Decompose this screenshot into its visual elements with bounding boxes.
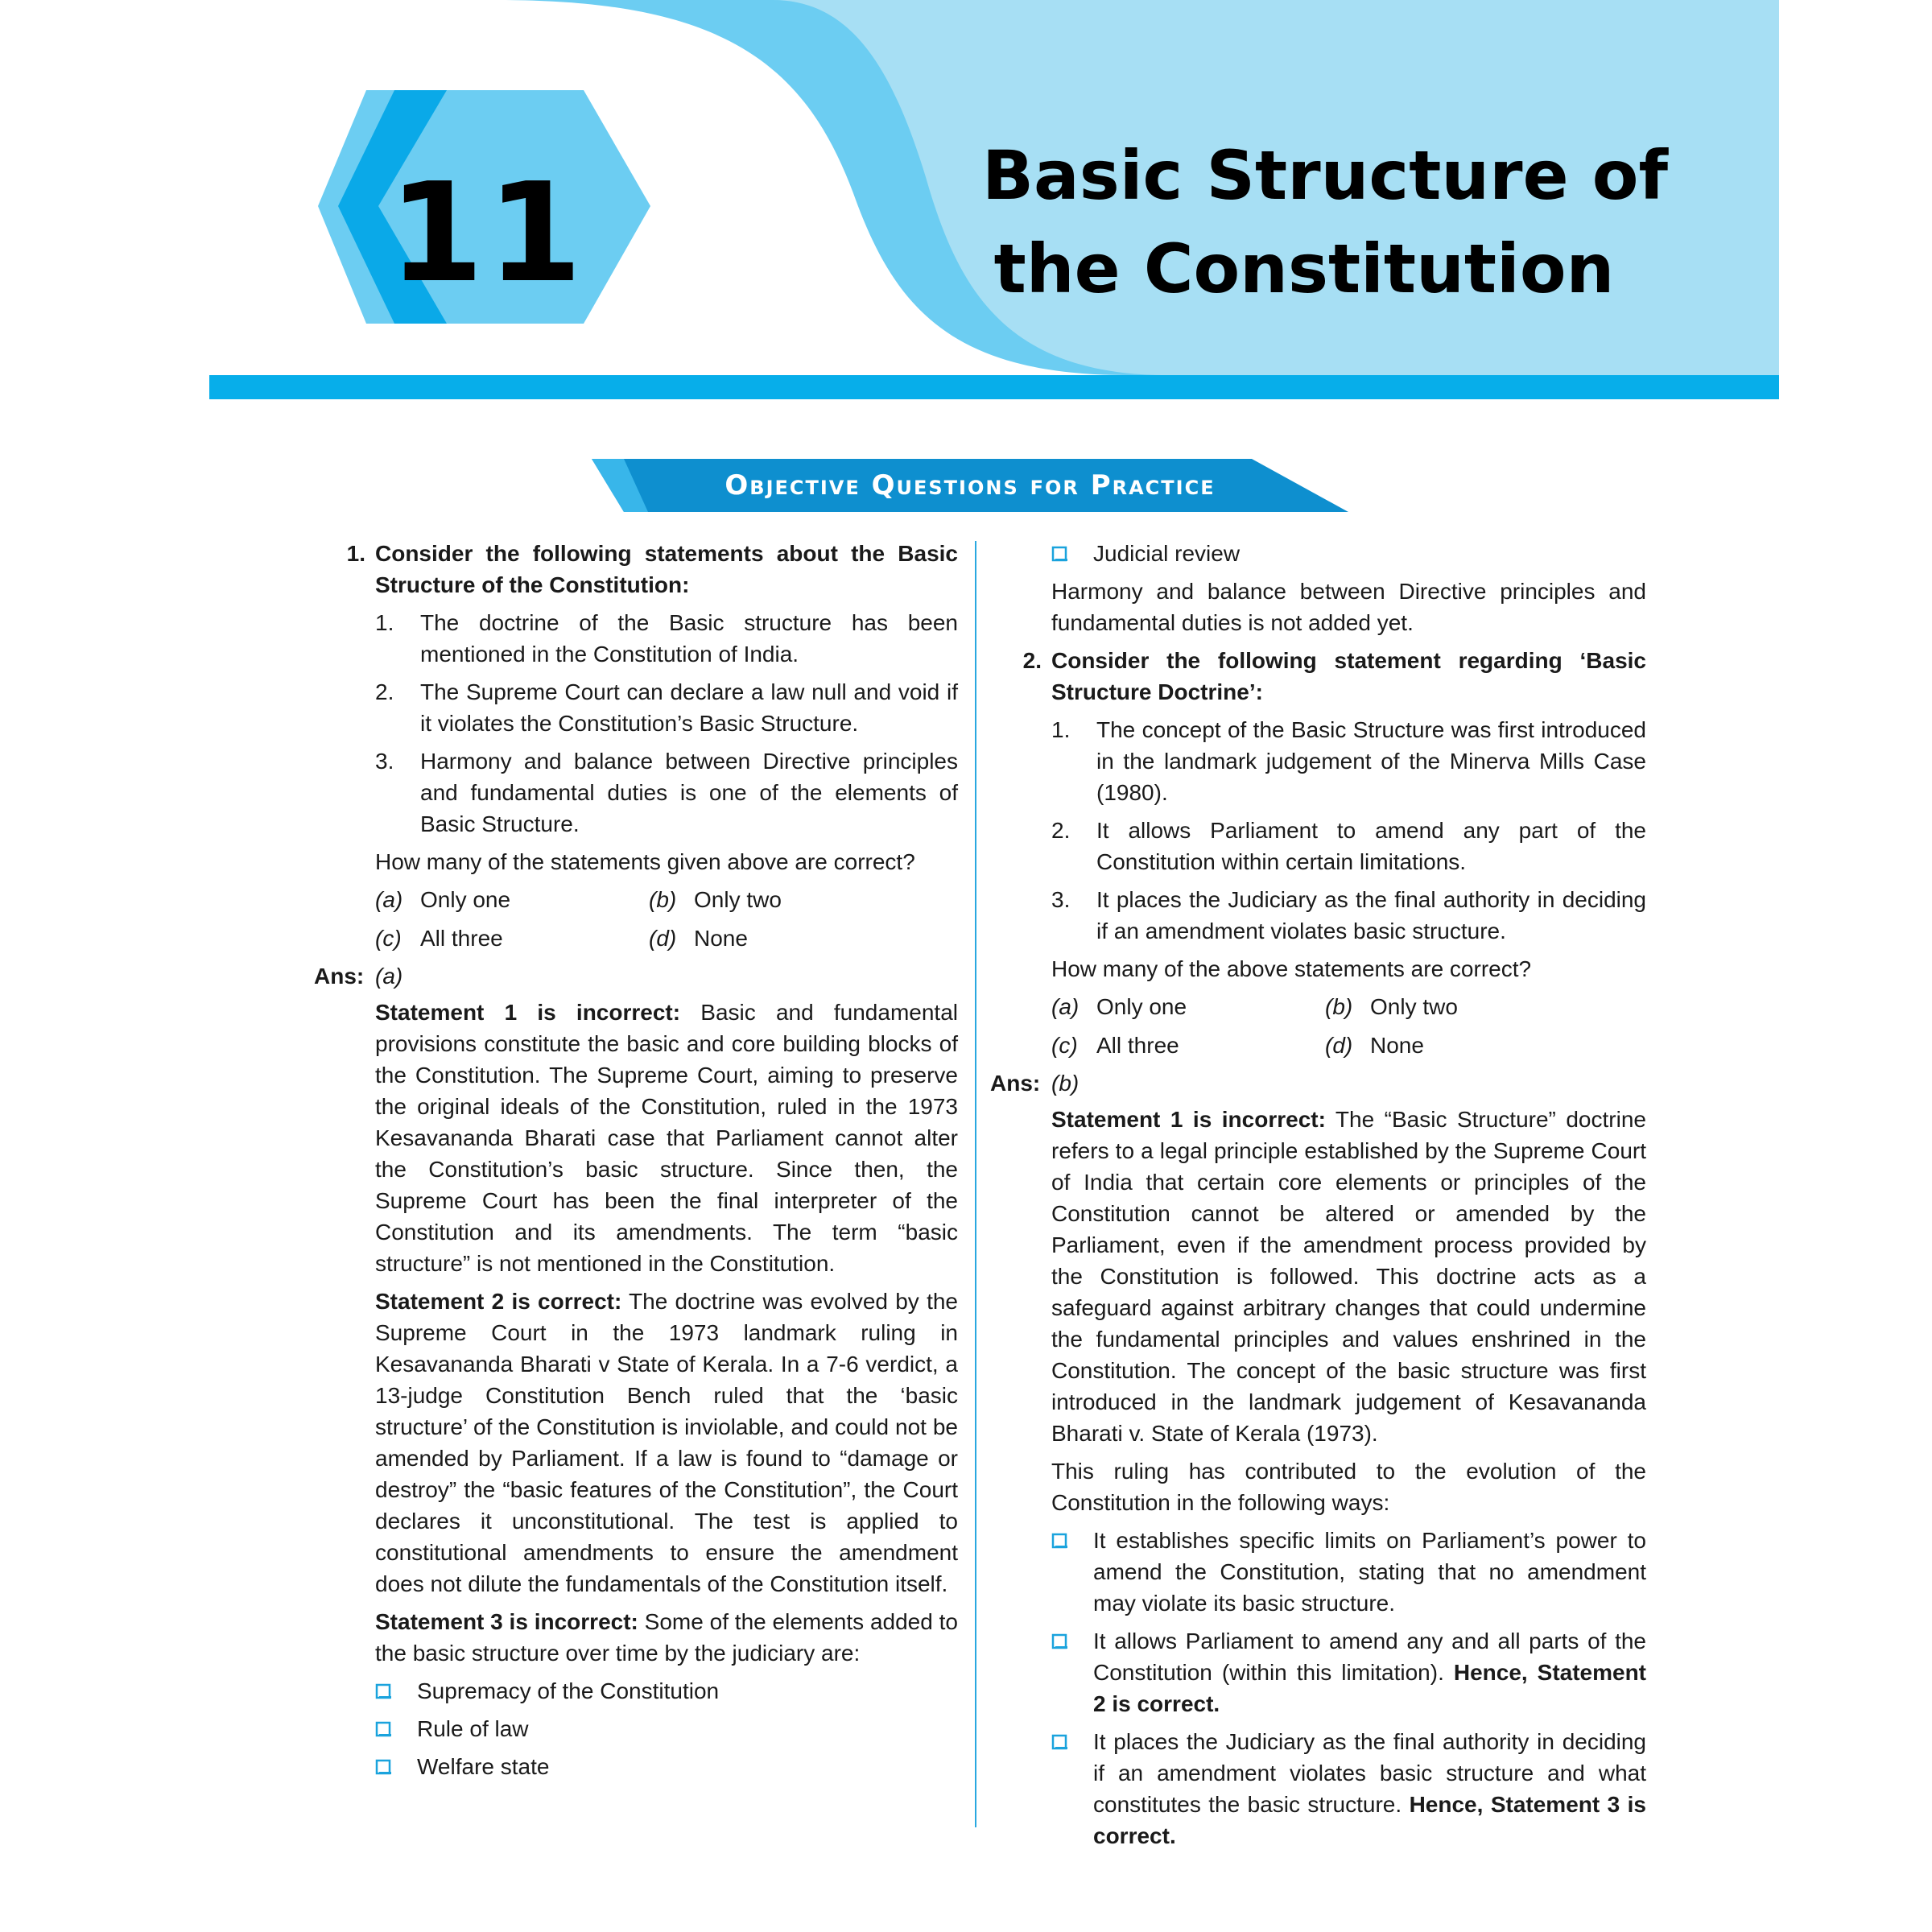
option-text: Only one: [420, 887, 511, 912]
list-item-text: [1093, 1726, 1646, 1852]
list-item: [1051, 1625, 1646, 1719]
option-text: Only two: [1370, 994, 1458, 1019]
right-column: [990, 538, 1646, 1858]
section-banner: [592, 459, 1348, 512]
statement-number: 3.: [375, 749, 394, 774]
checkbox-square-icon: [375, 1713, 417, 1744]
question-prompt: How many of the statements given above are correct?: [375, 849, 915, 874]
explanation-heading: Statement 1 is incorrect:: [1051, 1107, 1326, 1132]
answer-options: [1051, 991, 1646, 1061]
answer-label: Ans:: [314, 964, 365, 989]
option-text: All three: [420, 926, 503, 951]
list-item: [1051, 1726, 1646, 1852]
statement-text: The Supreme Court can declare a law null and void if it violates the Constitution’s Basic Structure.: [420, 679, 958, 736]
statement-text: It allows Parliament to amend any part of the Constitution within certain limitations.: [1096, 818, 1646, 874]
option-d: [1325, 1030, 1599, 1061]
question-2-heading: [990, 645, 1646, 708]
option-b: [1325, 991, 1599, 1022]
checkbox-square-icon: [1051, 1525, 1093, 1619]
chapter-title-line2: the Constitution: [993, 229, 1615, 308]
statement-number: 1.: [375, 610, 394, 635]
explanation-heading: Statement 1 is incorrect:: [375, 1000, 681, 1025]
list-item-text: [1093, 1625, 1646, 1719]
explanation-body: Some of the elements added to the basic structure over time by the judiciary are:: [375, 1609, 958, 1666]
option-d: [649, 923, 923, 954]
chapter-title: [982, 129, 1669, 316]
list-item: [1051, 1525, 1646, 1619]
checkbox-square-icon: [1051, 1726, 1093, 1852]
question-1-heading: [314, 538, 958, 601]
option-letter: (c): [375, 926, 402, 951]
list-item-conclusion: Hence, Statement 3 is correct.: [1093, 1792, 1646, 1848]
option-letter: (b): [1325, 994, 1353, 1019]
continuation-paragraph: Harmony and balance between Directive principles and fundamental duties is not added yet.: [1051, 579, 1646, 635]
statement-text: Harmony and balance between Directive principles and fundamental duties is one of the elements of Basic Structure.: [420, 749, 958, 836]
column-divider: [975, 541, 976, 1827]
option-text: Only two: [694, 887, 782, 912]
statement-text: The doctrine of the Basic structure has been mentioned in the Constitution of India.: [420, 610, 958, 667]
list-item: [375, 1713, 958, 1744]
option-b: [649, 884, 923, 915]
explanation-body: The doctrine was evolved by the Supreme Court in the 1973 landmark ruling in Kesavananda Bharati v State of Kerala. In a 7-6 verdict, a 13-judge Constitution Bench ruled that the ‘basic structure’ of the Constitution is inviolable, and could not be amended by Parliament. If a law is found to “damage or destroy” the “basic features of the Constitution”, the Court declares it unconstitutional. The test is applied to constitutional amendments to ensure the amendment does not dilute the fundamentals of the Constitution itself.: [375, 1289, 958, 1596]
chapter-title-line1: Basic Structure of: [982, 136, 1669, 215]
statement-item: [375, 745, 958, 840]
checkbox-square-icon: [1051, 538, 1093, 569]
chapter-number: 11: [388, 154, 586, 313]
list-item-text: It establishes specific limits on Parliament’s power to amend the Constitution, stating that no amendment may violate its basic structure.: [1093, 1528, 1646, 1616]
list-item-text: Rule of law: [417, 1716, 529, 1741]
explanation-statement-3: [375, 1606, 958, 1669]
list-item: [1051, 538, 1646, 569]
list-item-text: Welfare state: [417, 1754, 550, 1779]
answer-line: [314, 960, 958, 992]
option-text: Only one: [1096, 994, 1187, 1019]
explanation-statement-2: [375, 1286, 958, 1600]
option-letter: (c): [1051, 1033, 1078, 1058]
question-number: 1.: [346, 541, 365, 566]
checkbox-square-icon: [375, 1675, 417, 1707]
question-number: 2.: [1022, 648, 1042, 673]
explanation-statement-1: [1051, 1104, 1646, 1449]
checkbox-square-icon: [375, 1751, 417, 1782]
statement-number: 2.: [375, 679, 394, 704]
explanation-statement-1: [375, 997, 958, 1279]
statement-text: It places the Judiciary as the final authority in deciding if an amendment violates basic structure.: [1096, 887, 1646, 943]
answer-label: Ans:: [990, 1071, 1041, 1096]
explanation-heading: Statement 2 is correct:: [375, 1289, 622, 1314]
explanation-body: Basic and fundamental provisions constitute the basic and core building blocks of the Constitution. The Supreme Court, aiming to preserve the original ideals of the Constitution, ruled in the 1973 Kesavananda Bharati case that Parliament cannot alter the Constitution’s basic structure. Since then, the Supreme Court has been the final interpreter of the Constitution and its amendments. The term “basic structure” is not mentioned in the Constitution.: [375, 1000, 958, 1276]
question-text: Consider the following statements about the Basic Structure of the Constitution:: [375, 541, 958, 597]
option-text: All three: [1096, 1033, 1179, 1058]
answer-value: (b): [1051, 1071, 1080, 1096]
option-a: [1051, 991, 1325, 1022]
option-c: [1051, 1030, 1325, 1061]
list-item-conclusion: Hence, Statement 2 is correct.: [1093, 1660, 1647, 1716]
list-item-text: Judicial review: [1093, 541, 1241, 566]
statement-number: 2.: [1051, 818, 1071, 843]
statement-item: [1051, 714, 1646, 808]
option-a: [375, 884, 649, 915]
left-column: [314, 538, 958, 1789]
option-letter: (a): [1051, 994, 1080, 1019]
option-letter: (d): [649, 926, 677, 951]
statement-item: [375, 607, 958, 670]
checkbox-square-icon: [1051, 1625, 1093, 1719]
statement-item: [375, 676, 958, 739]
option-text: None: [694, 926, 748, 951]
option-letter: (a): [375, 887, 403, 912]
answer-line: [990, 1067, 1646, 1099]
list-item-text: Supremacy of the Constitution: [417, 1678, 720, 1703]
answer-value: (a): [375, 964, 403, 989]
ruling-paragraph: This ruling has contributed to the evolution of the Constitution in the following ways:: [1051, 1459, 1646, 1515]
statement-item: [1051, 884, 1646, 947]
list-item-body: It places the Judiciary as the final authority in deciding if an amendment violates basic structure and what constitutes the basic structure.: [1093, 1729, 1646, 1817]
list-item-body: It allows Parliament to amend any and all parts of the Constitution (within this limitation).: [1093, 1629, 1646, 1685]
explanation-heading: Statement 3 is incorrect:: [375, 1609, 638, 1634]
option-letter: (d): [1325, 1033, 1353, 1058]
statement-item: [1051, 815, 1646, 877]
answer-options: [375, 884, 958, 954]
option-c: [375, 923, 649, 954]
option-letter: (b): [649, 887, 677, 912]
list-item: [375, 1751, 958, 1782]
list-item: [375, 1675, 958, 1707]
statement-number: 1.: [1051, 717, 1071, 742]
option-text: None: [1370, 1033, 1424, 1058]
explanation-body: The “Basic Structure” doctrine refers to a legal principle established by the Supreme Court of India that certain core elements or principles of the Constitution cannot be altered or amended by the Parliament, even if the amendment process provided by the Constitution is followed. This doctrine acts as a safeguard against arbitrary changes that could undermine the fundamental principles and values enshrined in the Constitution. The concept of the basic structure was first introduced in the landmark judgement of Kesavananda Bharati v. State of Kerala (1973).: [1051, 1107, 1646, 1446]
question-text: Consider the following statement regarding ‘Basic Structure Doctrine’:: [1051, 648, 1646, 704]
section-banner-label: Objective Questions for Practice: [724, 469, 1216, 502]
statement-text: The concept of the Basic Structure was first introduced in the landmark judgement of the Minerva Mills Case (1980).: [1096, 717, 1646, 805]
question-prompt: How many of the above statements are correct?: [1051, 956, 1532, 981]
statement-number: 3.: [1051, 887, 1071, 912]
